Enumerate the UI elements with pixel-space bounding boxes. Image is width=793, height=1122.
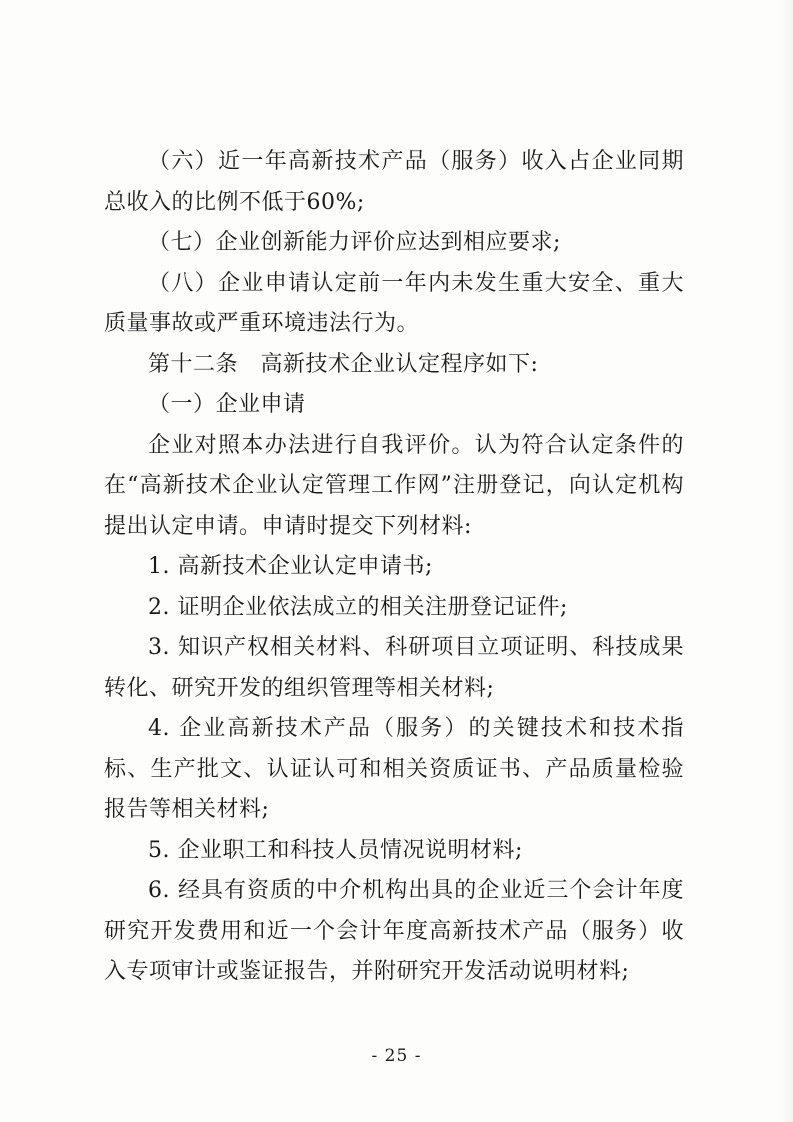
paragraph-item-8: （八）企业申请认定前一年内未发生重大安全、重大质量事故或严重环境违法行为。 (104, 270, 684, 336)
article-12-heading: 第十二条 高新技术企业认定程序如下: (148, 351, 539, 377)
scan-edge-shadow (778, 0, 793, 1122)
material-item-6: 6. 经具有资质的中介机构出具的企业近三个会计年度研究开发费用和近一个会计年度高新技术产品（服务）收入专项审计或鉴证报告，并附研究开发活动说明材料; (104, 878, 684, 984)
page-number: - 25 - (371, 1046, 422, 1066)
application-description: 企业对照本办法进行自我评价。认为符合认定条件的在“高新技术企业认定管理工作网”注册登记，向认定机构提出认定申请。申请时提交下列材料: (104, 432, 684, 539)
material-item-4: 4. 企业高新技术产品（服务）的关键技术和技术指标、生产批文、认证认可和相关资质证书、产品质量检验报告等相关材料; (104, 716, 684, 822)
paragraph-item-6: （六）近一年高新技术产品（服务）收入占企业同期总收入的比例不低于60%; (104, 149, 684, 215)
material-item-5: 5. 企业职工和科技人员情况说明材料; (148, 837, 523, 863)
document-body (104, 142, 684, 993)
paragraph-item-7: （七）企业创新能力评价应达到相应要求; (148, 230, 561, 255)
material-item-1: 1. 高新技术企业认定申请书; (148, 554, 433, 579)
material-item-3: 3. 知识产权相关材料、科研项目立项证明、科技成果转化、研究开发的组织管理等相关材料; (104, 635, 684, 701)
material-item-2: 2. 证明企业依法成立的相关注册登记证件; (148, 594, 568, 620)
section-enterprise-application: （一）企业申请 (148, 392, 306, 417)
